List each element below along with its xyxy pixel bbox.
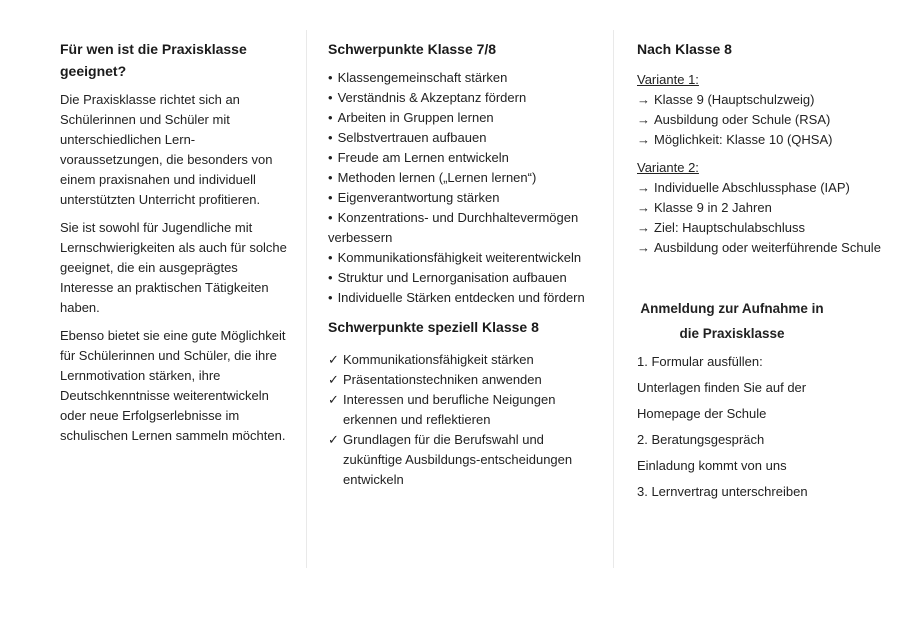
bullet-icon: • — [328, 190, 333, 205]
bullet-list-focus-7-8 — [328, 68, 604, 308]
list-item-label: Kommunikationsfähigkeit weiterentwickeln — [337, 250, 582, 265]
list-item — [637, 238, 887, 258]
list-item-label: Konzentrations- und Durchhaltevermögen verbessern — [328, 210, 579, 245]
list-item-label: Klassengemeinschaft stärken — [337, 70, 508, 85]
list-item — [328, 128, 604, 148]
bullet-icon: • — [328, 110, 333, 125]
checkmark-icon: ✓ — [328, 372, 339, 387]
list-item — [637, 218, 887, 238]
bullet-icon: • — [328, 70, 333, 85]
list-item-label: Klasse 9 in 2 Jahren — [654, 200, 772, 215]
arrow-icon: → — [637, 112, 650, 127]
list-item — [328, 68, 604, 88]
paragraph-audience-2: Sie ist sowohl für Jugendliche mit Lernschwierigkeiten als auch für solche geeignet, die ein ausgeprägtes Interesse an praktischen Tätigkeiten haben. — [60, 220, 287, 315]
list-item — [328, 168, 604, 188]
registration-step: 1. Formular ausfüllen: — [637, 354, 763, 369]
list-item-label: Ziel: Hauptschulabschluss — [654, 220, 806, 235]
column-focus-topics — [328, 38, 604, 490]
registration-step: 3. Lernvertrag unterschreiben — [637, 484, 808, 499]
list-item-label: Methoden lernen („Lernen lernen“) — [337, 170, 537, 185]
bullet-icon: • — [328, 150, 333, 165]
list-item — [637, 198, 887, 218]
list-item — [637, 110, 887, 130]
list-item — [328, 88, 604, 108]
list-item-label: Klasse 9 (Hauptschulzweig) — [654, 92, 815, 107]
checkmark-icon: ✓ — [328, 432, 339, 447]
list-item-label: Interessen und berufliche Neigungen erkennen und reflektieren — [343, 392, 556, 427]
paragraph-audience-3: Ebenso bietet sie eine gute Möglichkeit für Schülerinnen und Schüler, die ihre Lernmotivation stärken, ihre Deutschkenntnisse weiterentwickeln oder neue Erfolgserlebnisse im schulischen Lernen sammeln möchten. — [60, 328, 286, 443]
section-heading-focus-7-8: Schwerpunkte Klasse 7/8 — [328, 41, 497, 57]
arrow-icon: → — [637, 180, 650, 195]
registration-steps — [637, 352, 887, 502]
column-divider-2 — [613, 30, 614, 568]
list-item-label: Möglichkeit: Klasse 10 (QHSA) — [654, 132, 833, 147]
column-after-class-8 — [637, 38, 887, 508]
arrow-icon: → — [637, 132, 650, 147]
list-item — [637, 90, 887, 110]
list-item-label: Individuelle Abschlussphase (IAP) — [654, 180, 850, 195]
list-item — [328, 148, 604, 168]
list-item-label: Individuelle Stärken entdecken und fördern — [337, 290, 585, 305]
variant-2-label: Variante 2: — [637, 160, 699, 175]
registration-step-detail: Einladung kommt von uns — [637, 458, 787, 473]
list-item — [328, 370, 604, 390]
list-item-label: Ausbildung oder Schule (RSA) — [654, 112, 831, 127]
list-item — [328, 248, 604, 268]
registration-heading-line-1: Anmeldung zur Aufnahme in — [640, 301, 824, 316]
list-item — [328, 430, 604, 490]
list-item — [328, 108, 604, 128]
column-target-audience — [60, 38, 293, 454]
bullet-icon: • — [328, 270, 333, 285]
list-item — [328, 350, 604, 370]
bullet-icon: • — [328, 210, 333, 225]
list-item-label: Eigenverantwortung stärken — [337, 190, 500, 205]
list-item-label: Selbstvertrauen aufbauen — [337, 130, 487, 145]
list-item — [328, 288, 604, 308]
arrow-icon: → — [637, 200, 650, 215]
bullet-icon: • — [328, 90, 333, 105]
variant-1-label: Variante 1: — [637, 72, 699, 87]
column-divider-1 — [306, 30, 307, 568]
registration-heading-line-2: die Praxisklasse — [679, 326, 785, 341]
list-item — [328, 268, 604, 288]
registration-step-detail: Unterlagen finden Sie auf der — [637, 380, 807, 395]
list-item-label: Präsentationstechniken anwenden — [343, 372, 542, 387]
section-heading-focus-8: Schwerpunkte speziell Klasse 8 — [328, 319, 539, 335]
checkmark-icon: ✓ — [328, 392, 339, 407]
check-list-focus-8 — [328, 350, 604, 490]
arrow-icon: → — [637, 220, 650, 235]
bullet-icon: • — [328, 250, 333, 265]
list-item-label: Arbeiten in Gruppen lernen — [337, 110, 494, 125]
registration-step-detail: Homepage der Schule — [637, 406, 767, 421]
bullet-icon: • — [328, 170, 333, 185]
list-item-label: Verständnis & Akzeptanz fördern — [337, 90, 527, 105]
checkmark-icon: ✓ — [328, 352, 339, 367]
section-heading-target-audience: Für wen ist die Praxisklasse geeignet? — [60, 41, 247, 79]
list-item — [637, 130, 887, 150]
arrow-icon: → — [637, 240, 650, 255]
section-heading-after-class-8: Nach Klasse 8 — [637, 41, 732, 57]
list-item — [328, 188, 604, 208]
variant-1-group — [637, 70, 887, 150]
list-item-label: Struktur und Lernorganisation aufbauen — [337, 270, 567, 285]
variant-2-group — [637, 158, 887, 258]
list-item — [328, 390, 604, 430]
arrow-icon: → — [637, 92, 650, 107]
registration-step: 2. Beratungsgespräch — [637, 432, 765, 447]
list-item-label: Freude am Lernen entwickeln — [337, 150, 509, 165]
list-item — [637, 178, 887, 198]
list-item-label: Grundlagen für die Berufswahl und zukünftige Ausbildungs-entscheidungen entwickeln — [343, 432, 573, 487]
paragraph-audience-1: Die Praxisklasse richtet sich an Schülerinnen und Schüler mit unterschiedlichen Lern-voraussetzungen, die besonders von einem praxisnahen und individuell unterstützten Unterricht profitieren. — [60, 92, 273, 207]
section-heading-registration — [637, 296, 827, 346]
bullet-icon: • — [328, 290, 333, 305]
list-item-label: Ausbildung oder weiterführende Schule — [654, 240, 881, 255]
list-item — [328, 208, 604, 248]
bullet-icon: • — [328, 130, 333, 145]
list-item-label: Kommunikationsfähigkeit stärken — [343, 352, 534, 367]
